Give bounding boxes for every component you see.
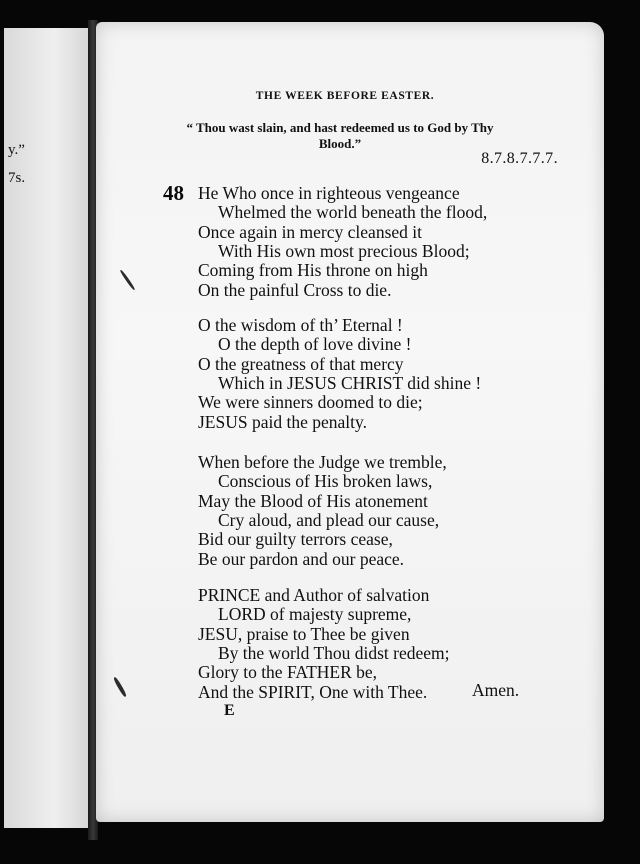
hymn-line: Coming from His throne on high bbox=[198, 260, 428, 281]
previous-page-fragment: y.” bbox=[8, 142, 25, 158]
hymn-line: We were sinners doomed to die; bbox=[198, 392, 423, 413]
hymn-line: He Who once in righteous vengeance bbox=[198, 183, 460, 203]
hymn-line: JESUS paid the penalty. bbox=[198, 411, 367, 432]
hymn-line: O the greatness of that mercy bbox=[198, 353, 404, 374]
hymn-line: Conscious of His broken laws, bbox=[218, 471, 433, 492]
epigraph-line: “ Thou wast slain, and hast redeemed us to God by Thy bbox=[186, 120, 494, 135]
hymn-line: By the world Thou didst redeem; bbox=[218, 642, 450, 663]
hymn-line: Which in JESUS CHRIST did shine ! bbox=[218, 372, 482, 393]
hymn-line: When before the Judge we tremble, bbox=[198, 452, 447, 472]
hymn-line: Be our pardon and our peace. bbox=[198, 548, 405, 569]
hymn-line: LORD of majesty supreme, bbox=[218, 604, 412, 625]
hymn-line: O the depth of love divine ! bbox=[218, 334, 412, 355]
hymn-line: JESU, praise to Thee be given bbox=[198, 623, 410, 644]
signature-mark: E bbox=[224, 702, 235, 719]
hymn-line: And the SPIRIT, One with Thee. bbox=[198, 681, 428, 702]
previous-page-fragment: 7s. bbox=[8, 170, 26, 186]
hymn-number: 48 bbox=[163, 181, 184, 205]
hymn-line: Glory to the FATHER be, bbox=[198, 662, 378, 683]
previous-page bbox=[4, 28, 90, 828]
meter: 8.7.8.7.7.7. bbox=[481, 150, 558, 167]
amen: Amen. bbox=[472, 680, 520, 700]
hymn-line: PRINCE and Author of salvation bbox=[198, 585, 430, 605]
hymn-line: Once again in mercy cleansed it bbox=[198, 221, 422, 242]
hymn-line: Bid our guilty terrors cease, bbox=[198, 529, 393, 550]
hymn-line: May the Blood of His atonement bbox=[198, 490, 428, 511]
running-head: THE WEEK BEFORE EASTER. bbox=[255, 90, 435, 102]
epigraph-line: Blood.” bbox=[318, 136, 362, 151]
hymn-line: O the wisdom of th’ Eternal ! bbox=[198, 315, 403, 335]
hymn-line: Whelmed the world beneath the flood, bbox=[218, 202, 488, 223]
hymn-line: With His own most precious Blood; bbox=[218, 240, 470, 261]
hymn-line: Cry aloud, and plead our cause, bbox=[218, 509, 440, 530]
epigraph bbox=[160, 120, 520, 152]
hymn-line: On the painful Cross to die. bbox=[198, 279, 392, 300]
